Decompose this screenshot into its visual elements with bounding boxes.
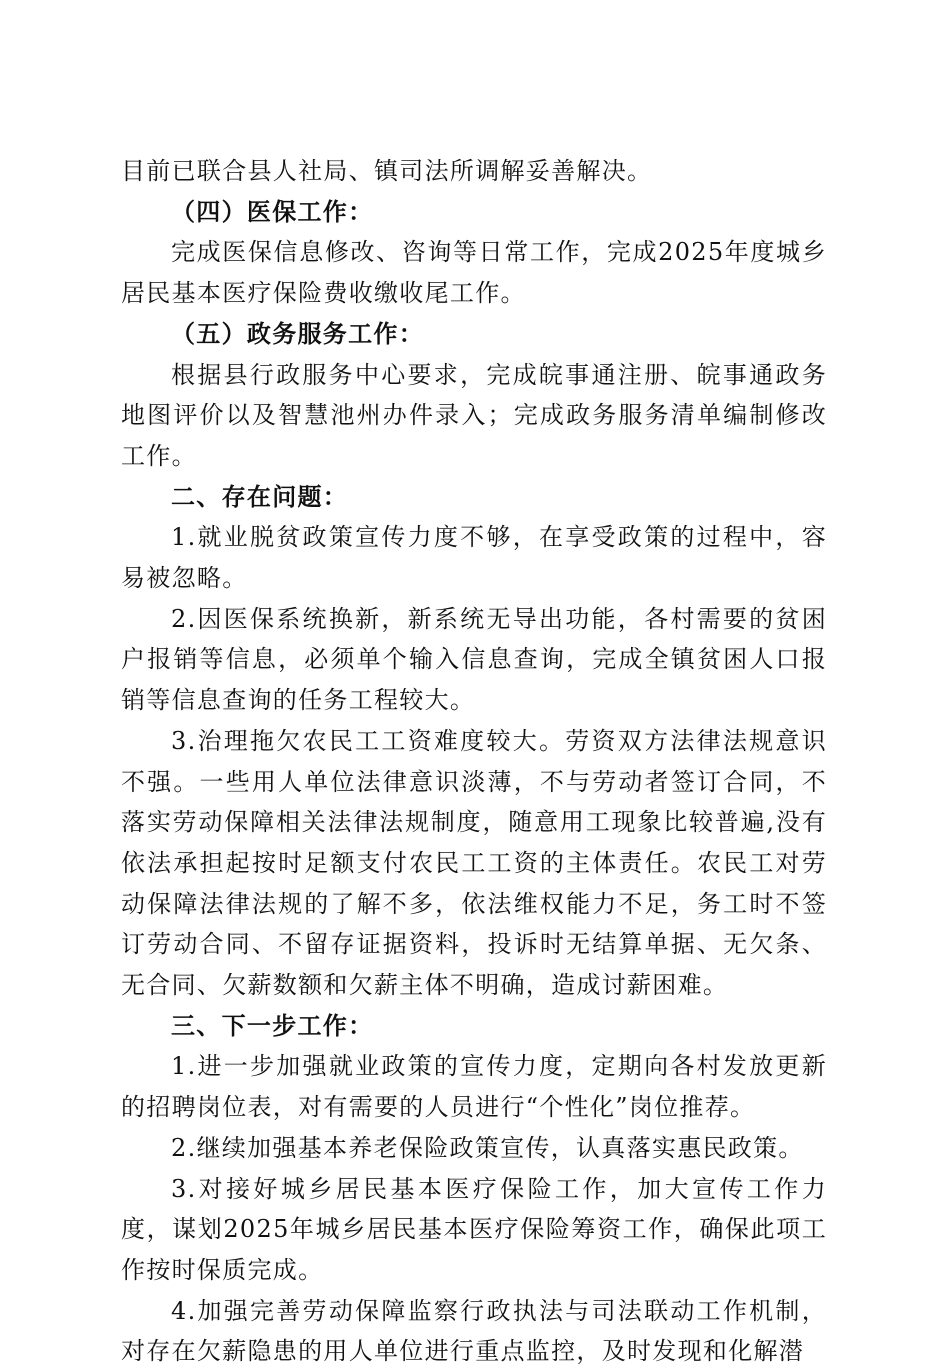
paragraph-medical-insurance: 完成医保信息修改、咨询等日常工作，完成2025年度城乡居民基本医疗保险费收缴收尾工作。 [121, 238, 827, 308]
paragraph-government-services: 根据县行政服务中心要求，完成皖事通注册、皖事通政务地图评价以及智慧池州办件录入；完成政务服务清单编制修改工作。 [121, 360, 827, 470]
heading-government-services: （五）政务服务工作： [171, 318, 424, 348]
heading-medical-insurance: （四）医保工作： [171, 196, 374, 226]
paragraph-next-step-4: 4.加强完善劳动保障监察行政执法与司法联动工作机制，对存在欠薪隐患的用人单位进行重点监控，及时发现和化解潜 [121, 1296, 827, 1366]
heading-existing-problems: 二、存在问题： [171, 482, 349, 511]
paragraph-problem-1: 1.就业脱贫政策宣传力度不够，在享受政策的过程中，容易被忽略。 [121, 523, 827, 593]
paragraph-problem-2: 2.因医保系统换新，新系统无导出功能，各村需要的贫困户报销等信息，必须单个输入信息查询，完成全镇贫困人口报销等信息查询的任务工程较大。 [121, 604, 827, 715]
heading-next-steps: 三、下一步工作： [171, 1011, 374, 1040]
document-body [121, 151, 827, 1372]
paragraph-problem-3: 3.治理拖欠农民工工资难度较大。劳资双方法律法规意识不强。一些用人单位法律意识淡薄，不与劳动者签订合同，不落实劳动保障相关法律法规制度，随意用工现象比较普遍,没有依法承担起按时足额支付农民工工资的主体责任。农民工对劳动保障法律法规的了解不多，依法维权能力不足，务工时不签订劳动合同、不留存证据资料，投诉时无结算单据、无欠条、无合同、欠薪数额和欠薪主体不明确，造成讨薪困难。 [121, 726, 827, 1000]
paragraph-continuation: 目前已联合县人社局、镇司法所调解妥善解决。 [121, 157, 653, 185]
paragraph-next-step-1: 1.进一步加强就业政策的宣传力度，定期向各村发放更新的招聘岗位表，对有需要的人员进行“个性化”岗位推荐。 [121, 1052, 827, 1122]
paragraph-next-step-2: 2.继续加强基本养老保险政策宣传，认真落实惠民政策。 [171, 1133, 804, 1162]
paragraph-next-step-3: 3.对接好城乡居民基本医疗保险工作，加大宣传工作力度，谋划2025年城乡居民基本医疗保险筹资工作，确保此项工作按时保质完成。 [121, 1174, 827, 1284]
